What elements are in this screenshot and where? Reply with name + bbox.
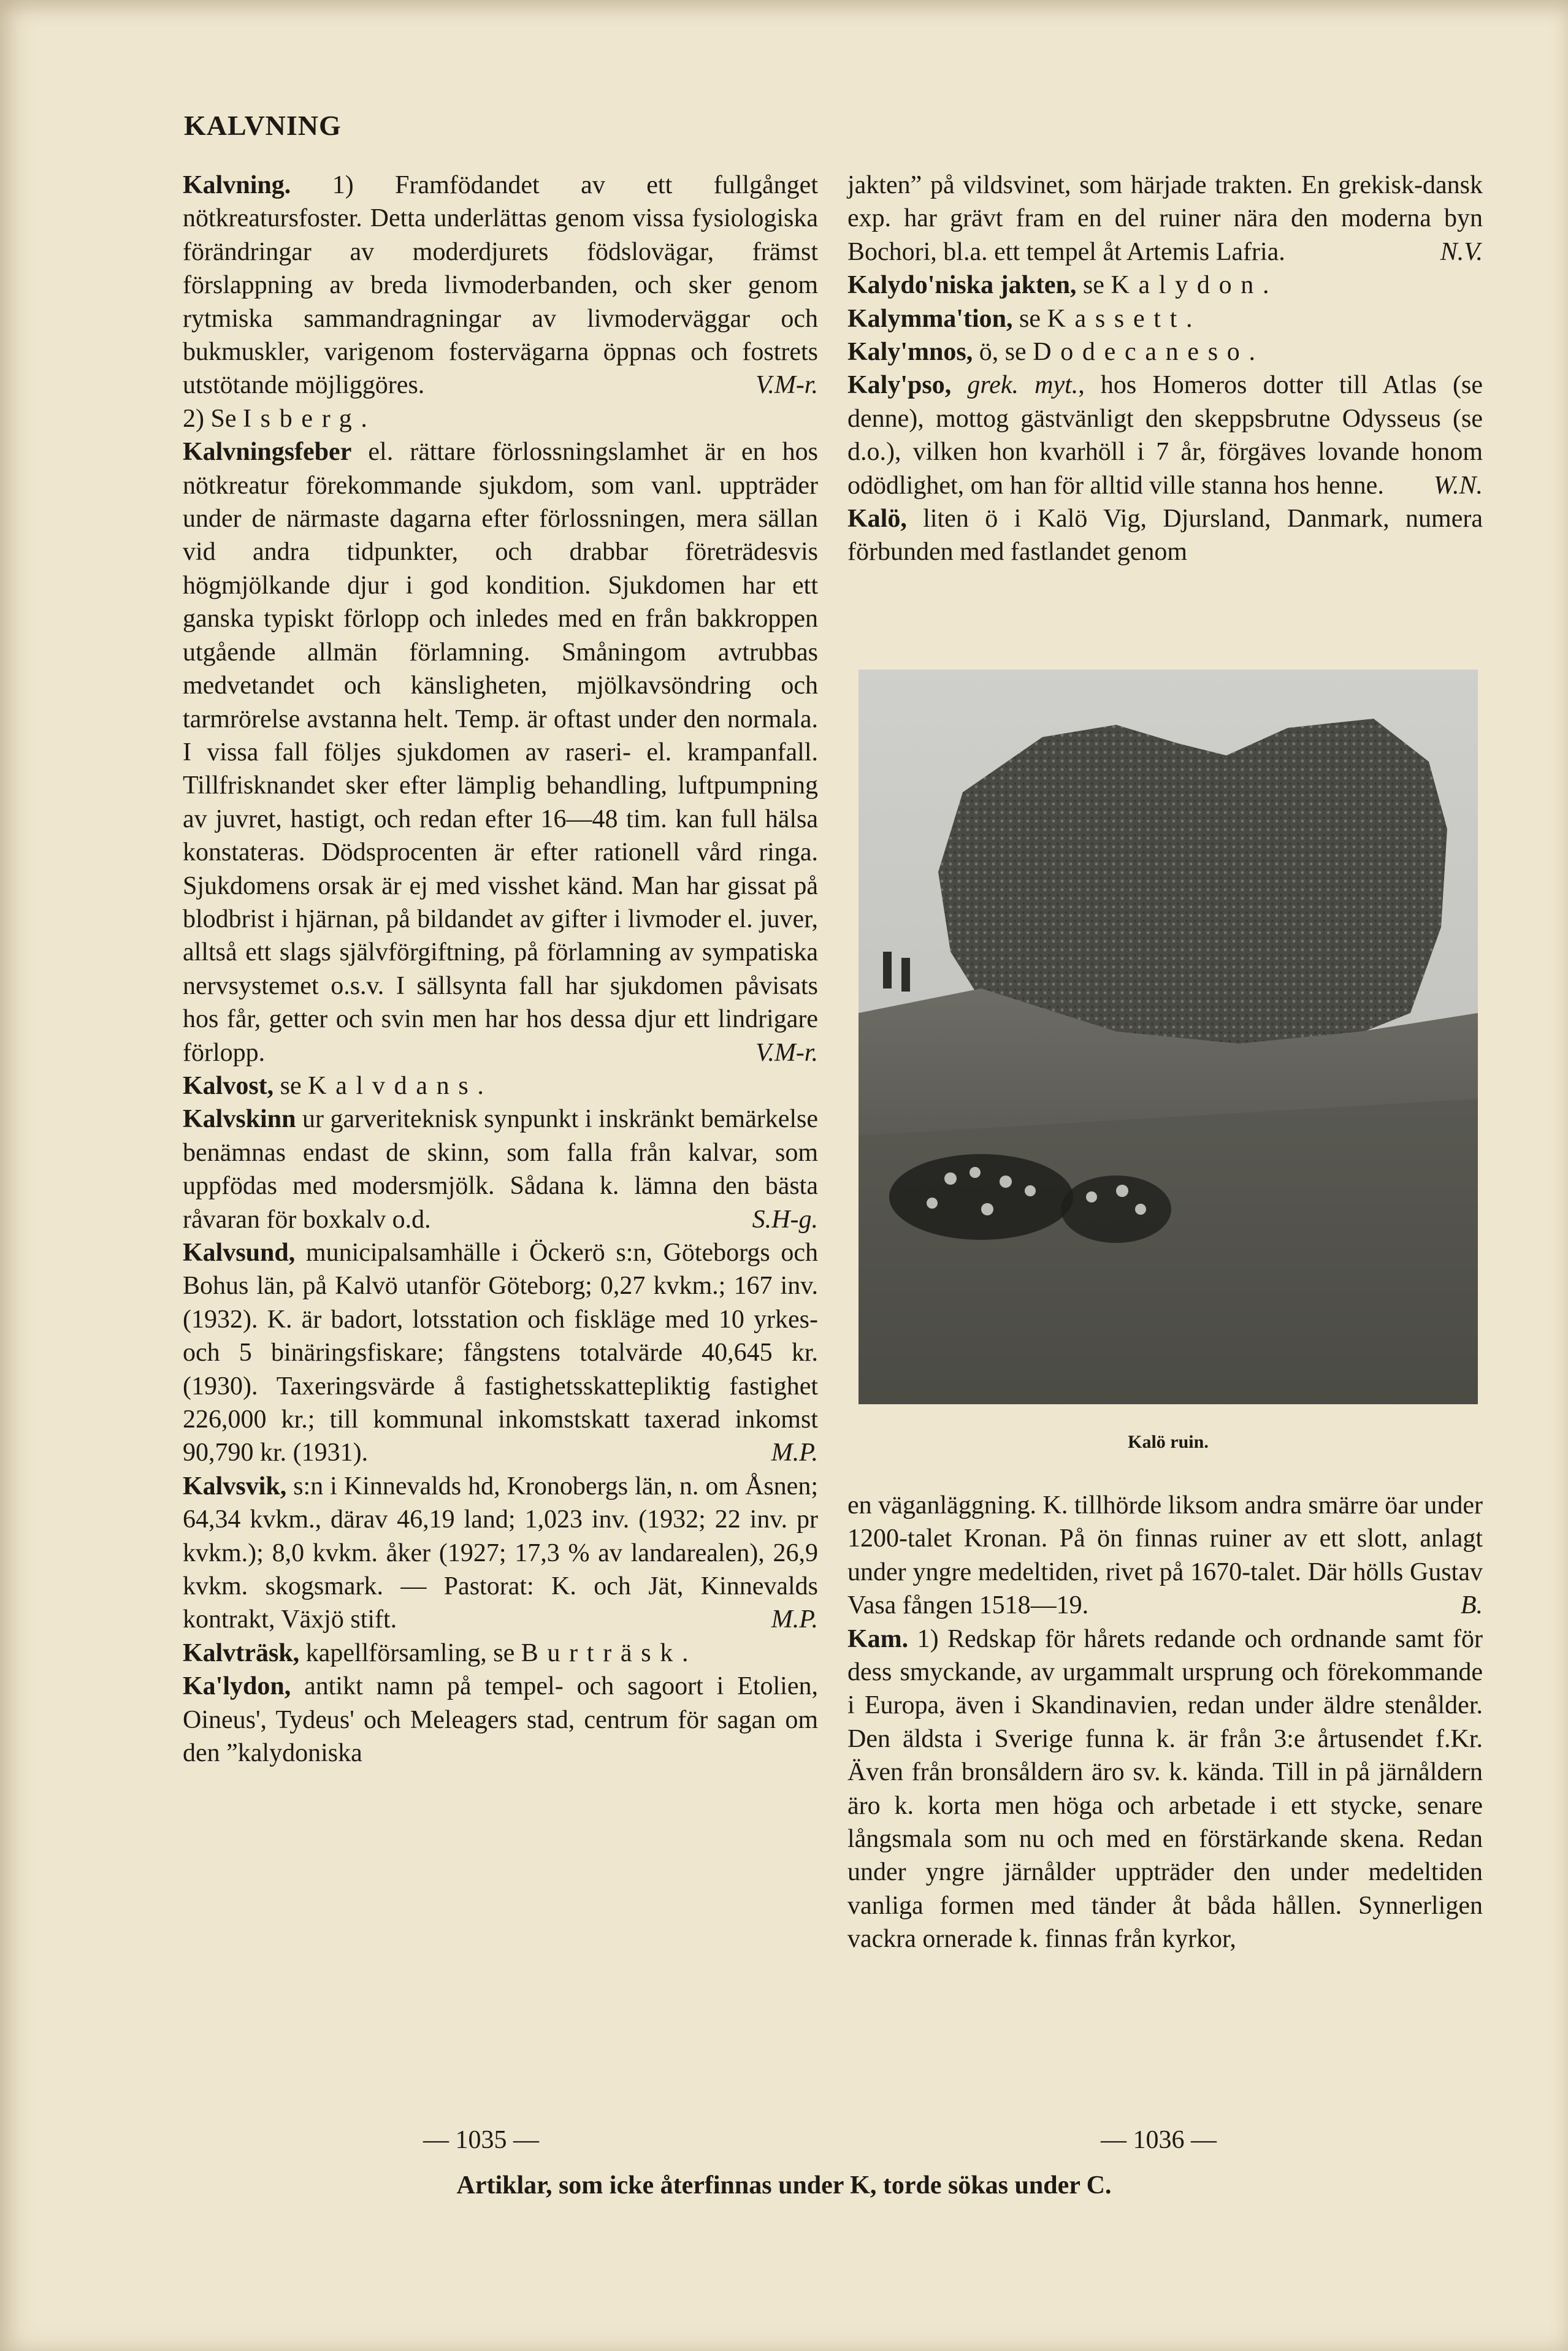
entry-headword: Kaly'mnos,	[847, 338, 973, 367]
entry-text: 2) Se	[183, 404, 243, 433]
entry-headword: Kalvningsfeber	[183, 438, 352, 467]
photo-caption: Kalö ruin.	[1128, 1432, 1209, 1452]
footer-note: Artiklar, som icke återfinnas under K, torde sökas under C.	[456, 2171, 1112, 2200]
running-header: KALVNING	[184, 110, 342, 141]
entry-text: 1) Framfödandet av ett fullgånget nötkreatursfoster. Detta underlättas genom vissa fysiologiska förändringar av moderdjurets födslovägar, främst förslappning av breda livmoderbanden, och sker genom rytmiska sammandragningar av livmoderväggar och bukmuskler, varigenom fostervägarna öppnas och fostrets utstötande möjliggöres.	[183, 171, 818, 400]
entry	[847, 1623, 1483, 1956]
entry	[847, 1489, 1483, 1623]
left-column	[183, 169, 818, 1770]
entry-headword: Kalvträsk,	[183, 1638, 300, 1667]
entry	[847, 269, 1483, 302]
entry	[847, 369, 1483, 502]
entry-text: ö, se	[973, 338, 1033, 367]
entry	[183, 1637, 818, 1670]
author-signature: M.P.	[771, 1605, 818, 1634]
right-column-bottom	[847, 1489, 1483, 1956]
entry-text: s:n i Kinnevalds hd, Kronobergs län, n. om Åsnen; 64,34 kvkm., därav 46,19 land; 1,023 inv. (1932; 22 inv. pr kvkm.); 8,0 kvkm. åker (1927; 17,3 % av landarealen), 26,9 kvkm. skogsmark. — Pastorat: K. och Jät, Kinnevalds kontrakt, Växjö stift.	[183, 1472, 818, 1634]
entry	[183, 402, 818, 435]
entry	[847, 502, 1483, 569]
entry-text: el. rättare förlossningslamhet är en hos nötkreatur förekommande sjukdom, som vanl. uppträder under de närmaste dagarna efter förlossningen, mera sällan vid andra tidpunkter, och drabbar företrädesvis högmjölkande djur i god kondition. Sjukdomen har ett ganska typiskt förlopp och inledes med en från bakkroppen utgående allmän förlamning. Småningom avtrubbas medvetandet och känsligheten, mjölkavsöndring och tarmrörelse avstanna helt. Temp. är oftast under den normala. I vissa fall följes sjukdomen av raseri- el. krampanfall. Tillfrisknandet sker efter lämplig behandling, luftpumpning av juvret, hastigt, och redan efter 16—48 tim. kan full hälsa konstateras. Dödsprocenten är efter rationell vård ringa. Sjukdomens orsak är ej med visshet känd. Man har gissat på blodbrist i hjärnan, på bildandet av gifter i livmoder el. juver, alltså ett slags självförgiftning, på förlamning av sympatiska nervsystemet o.s.v. I sällsynta fall har sjukdomen påvisats hos får, getter och svin men har hos dessa djur ett lindrigare förlopp.	[183, 438, 818, 1067]
entry-headword: Ka'lydon,	[183, 1672, 291, 1701]
entry-text: jakten” på vildsvinet, som härjade trakten. En grekisk-dansk exp. har grävt fram en del ruiner nära den moderna byn Bochori, bl.a. ett tempel åt Artemis Lafria.	[847, 171, 1483, 266]
entry-headword: Kalvsvik,	[183, 1472, 287, 1500]
entry	[183, 1670, 818, 1770]
author-signature: W.N.	[1433, 471, 1483, 500]
entry-tail: .	[1262, 271, 1269, 300]
entry-headword: Kalvning.	[183, 171, 291, 199]
entry	[847, 335, 1483, 369]
author-signature: M.P.	[771, 1439, 818, 1467]
entry	[183, 1236, 818, 1470]
photo-kalo-ruin	[859, 670, 1478, 1404]
entry-headword: Kalvsund,	[183, 1239, 296, 1267]
author-signature: N.V.	[1440, 237, 1483, 266]
entry	[183, 435, 818, 1069]
cross-reference: Kassett	[1047, 304, 1187, 333]
entry	[847, 302, 1483, 335]
entry-italic: grek. myt.	[967, 371, 1079, 400]
author-signature: V.M-r.	[755, 1038, 818, 1067]
entry	[183, 169, 818, 402]
entry	[183, 1103, 818, 1236]
entry-headword: Kalydo'niska jakten,	[847, 271, 1077, 300]
cross-reference: Kalydon	[1111, 271, 1263, 300]
entry-text: antikt namn på tempel- och sagoort i Etolien, Oineus', Tydeus' och Meleagers stad, centrum för sagan om den ”kalydoniska	[183, 1672, 818, 1768]
entry-headword: Kaly'pso,	[847, 371, 952, 400]
entry-text: liten ö i Kalö Vig, Djursland, Danmark, numera förbunden med fastlandet genom	[847, 505, 1483, 567]
entry-text: se	[1076, 271, 1111, 300]
entry	[183, 1470, 818, 1637]
entry-text: se	[273, 1071, 308, 1100]
entry-tail: .	[682, 1638, 689, 1667]
author-signature: B.	[1460, 1591, 1483, 1620]
entry-headword: Kalö,	[847, 505, 907, 533]
entry-text: ur garveriteknisk synpunkt i inskränkt bemärkelse benämnas endast de skinn, som falla från kalvar, som uppfödas med modersmjölk. Sådana k. lämna den bästa råvaran för boxkalv o.d.	[183, 1105, 818, 1234]
entry-text: en väganläggning. K. tillhörde liksom andra smärre öar under 1200-talet Kronan. På ön finnas ruiner av ett slott, anlagt under yngre medeltiden, rivet på 1670-talet. Där hölls Gustav Vasa fången 1518—19.	[847, 1491, 1483, 1620]
entry-text: 1) Redskap för hårets redande och ordnande samt för dess smyckande, av urgammalt ursprung och förekommande i Europa, även i Skandinavien, redan under äldre stenålder. Den äldsta i Sverige funna k. är från 3:e årtusendet f.Kr. Även från bronsåldern äro sv. k. kända. Till in på järnåldern äro k. korta men höga och arbetade i ett stycke, senare långsmala som nu och med en förstärkande skena. Redan under yngre järnålder uppträder den under medeltiden vanliga formen med tänder åt båda hållen. Synnerligen vackra ornerade k. finnas från kyrkor,	[847, 1624, 1483, 1954]
entry-headword: Kalymma'tion,	[847, 304, 1013, 333]
entry-text: municipalsamhälle i Öckerö s:n, Göteborgs och Bohus län, på Kalvö utanför Göteborg; 0,27 kvkm.; 167 inv. (1932). K. är badort, lotsstation och fiskläge med 10 yrkes- och 5 binäringsfiskare; fångstens totalvärde 40,645 kr. (1930). Taxeringsvärde å fastighetsskattepliktig fastighet 226,000 kr.; till kommunal inkomstskatt taxerad inkomst 90,790 kr. (1931).	[183, 1239, 818, 1467]
entry-text: kapellförsamling, se	[299, 1638, 521, 1667]
cross-reference: Dodecaneso	[1033, 338, 1249, 367]
author-signature: S.H-g.	[752, 1205, 818, 1234]
entry-text: se	[1012, 304, 1047, 333]
entry-headword: Kam.	[847, 1624, 909, 1653]
entry-headword: Kalvskinn	[183, 1105, 296, 1134]
cross-reference: Isberg	[243, 404, 361, 433]
entry-headword: Kalvost,	[183, 1071, 274, 1100]
cross-reference: Kalvdans	[308, 1071, 478, 1100]
entry-tail: .	[1249, 338, 1255, 367]
right-column-top	[847, 169, 1483, 569]
author-signature: V.M-r.	[755, 371, 818, 400]
entry-tail: .	[361, 404, 367, 433]
page-number-left: — 1035 —	[423, 2126, 539, 2154]
entry-text: , hos Homeros dotter till Atlas (se denne), mottog gästvänligt den skeppsbrutne Odysseus (se d.o.), vilken hon kvarhöll i 7 år, förgäves lovande honom odödlighet, om han för alltid ville stanna hos henne.	[847, 371, 1483, 500]
cross-reference: Burträsk	[521, 1638, 682, 1667]
entry-tail: .	[1186, 304, 1193, 333]
entry	[183, 1069, 818, 1103]
entry-tail: .	[477, 1071, 484, 1100]
entry	[847, 169, 1483, 269]
page-number-right: — 1036 —	[1101, 2126, 1217, 2154]
